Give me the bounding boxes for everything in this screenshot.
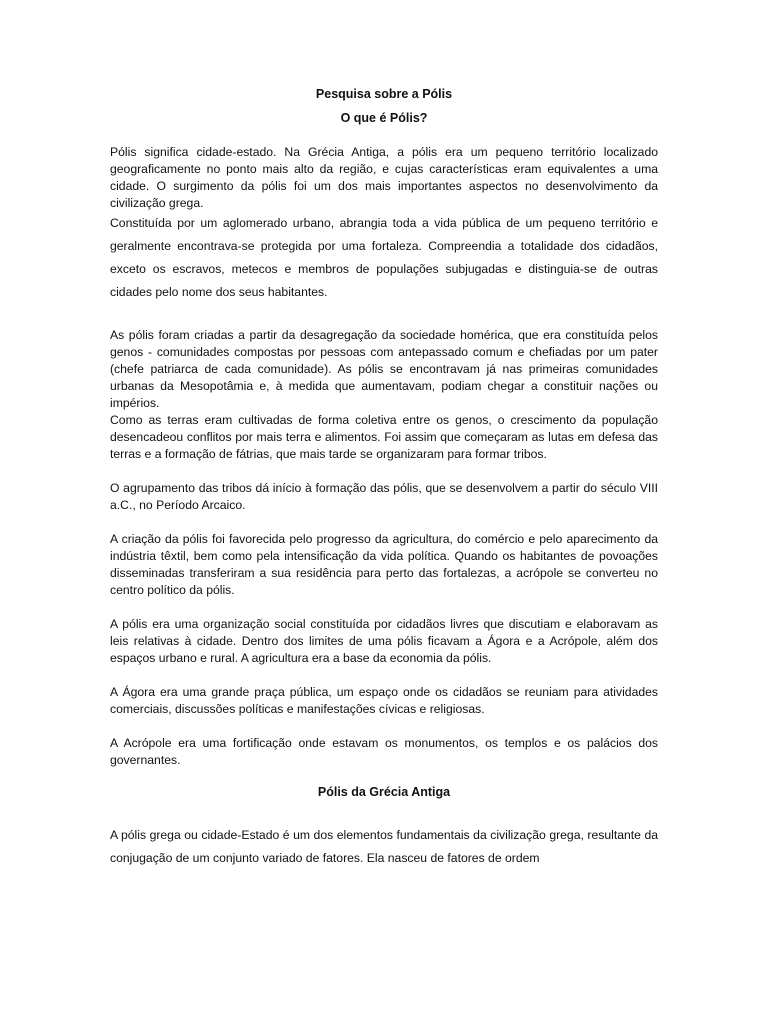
paragraph-6: A criação da pólis foi favorecida pelo progresso da agricultura, do comércio e pelo aparecimento da indústria têxtil, bem como pela intensificação da vida política. Quando os habitantes de povoações disseminadas transferiram a sua residência para perto das fortalezas, a acrópole se converteu no centro político da pólis. — [110, 532, 658, 597]
paragraph-9: A Acrópole era uma fortificação onde estavam os monumentos, os templos e os palácios dos governantes. — [110, 736, 658, 767]
paragraph-2: Constituída por um aglomerado urbano, abrangia toda a vida pública de um pequeno território e geralmente encontrava-se protegida por uma fortaleza. Compreendia a totalidade dos cidadãos, exceto os escravos, metecos e membros de populações subjugadas e distinguia-se de outras cidades pelo nome dos seus habitantes. — [110, 216, 658, 299]
document-page — [110, 76, 658, 870]
paragraph-8: A Ágora era uma grande praça pública, um espaço onde os cidadãos se reuniam para atividades comerciais, discussões políticas e manifestações cívicas e religiosas. — [110, 685, 658, 716]
document-title: Pesquisa sobre a Pólis — [315, 87, 453, 101]
paragraph-7: A pólis era uma organização social constituída por cidadãos livres que discutiam e elaboravam as leis relativas à cidade. Dentro dos limites de uma pólis ficavam a Ágora e a Acrópole, além dos espaços urbano e rural. A agricultura era a base da economia da pólis. — [110, 617, 658, 665]
document-subtitle: O que é Pólis? — [340, 111, 428, 125]
section-paragraph: A pólis grega ou cidade-Estado é um dos elementos fundamentais da civilização grega, resultante da conjugação de um conjunto variado de fatores. Ela nasceu de fatores de ordem — [110, 828, 658, 865]
paragraph-4: Como as terras eram cultivadas de forma coletiva entre os genos, o crescimento da população desencadeou conflitos por mais terra e alimentos. Foi assim que começaram as lutas em defesa das terras e a formação de fátrias, que mais tarde se organizaram para formar tribos. — [110, 413, 658, 461]
paragraph-5: O agrupamento das tribos dá início à formação das pólis, que se desenvolvem a partir do século VIII a.C., no Período Arcaico. — [110, 481, 658, 512]
section-title: Pólis da Grécia Antiga — [317, 785, 451, 799]
paragraph-3: As pólis foram criadas a partir da desagregação da sociedade homérica, que era constituída pelos genos - comunidades compostas por pessoas com antepassado comum e chefiadas por um pater (chefe patriarca de cada comunidade). As pólis se encontravam já nas primeiras comunidades urbanas da Mesopotâmia e, à medida que aumentavam, podiam chegar a constituir nações ou impérios. — [110, 328, 658, 410]
paragraph-1: Pólis significa cidade-estado. Na Grécia Antiga, a pólis era um pequeno território localizado geograficamente no ponto mais alto da região, e cujas características eram equivalentes a uma cidade. O surgimento da pólis foi um dos mais importantes aspectos no desenvolvimento da civilização grega. — [110, 145, 658, 210]
